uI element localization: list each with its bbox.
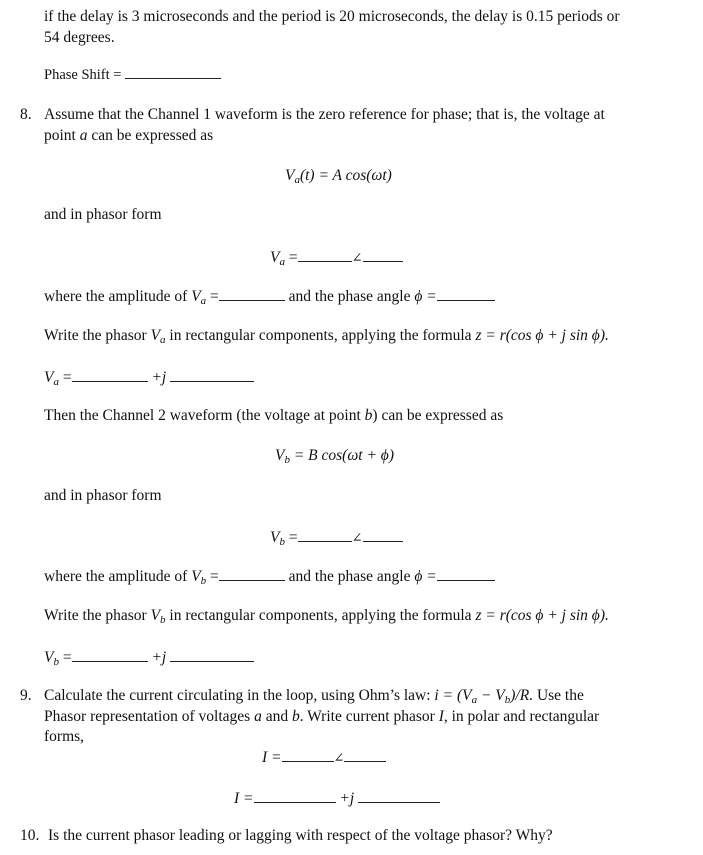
q9-line-2-prefix: Phasor representation of voltages [44,708,255,725]
vb-real-blank[interactable] [72,647,148,662]
i-angle-blank[interactable] [344,747,386,762]
va-phase-angle-text: and the phase angle [288,288,415,305]
intro-line-1: if the delay is 3 microseconds and the period is 20 microseconds, the delay is 0.15 periods or [44,8,620,25]
vb-rect-formula: z = r(cos ϕ + j sin ϕ). [475,607,609,624]
q9-line-2-suffix: . Write current phasor [299,708,439,725]
q9-var-a: a [254,708,262,725]
va-amplitude-row [44,286,495,311]
q8-line-1: Assume that the Channel 1 waveform is the zero reference for phase; that is, the voltage at [44,106,605,123]
q8-number: 8. [20,106,32,123]
q9-var-b: b [291,708,300,725]
phase-shift-blank[interactable] [125,64,221,79]
q9-ohm-mid: − V [477,687,505,704]
va-phi-eq: ϕ = [414,288,437,305]
q9-line-1-prefix: Calculate the current circulating in the loop, using Ohm’s law: [44,687,435,704]
i-plus-j: +j [339,790,355,807]
va-equation [285,166,392,190]
va-rect-row [44,367,254,392]
vb-angle-blank[interactable] [363,527,403,542]
vb-phase-angle-text: and the phase angle [288,568,415,585]
va-angle-symbol: ∠ [351,250,363,265]
q9-ohm-end: )/R. [510,687,534,704]
va-amp-sub: a [200,295,207,307]
va-real-blank[interactable] [72,367,148,382]
va-phasor-sub: a [279,256,285,268]
va-rect-lhs-sub: a [53,376,59,388]
ch2-line [44,406,503,426]
q9-line-1-suffix: Use the [533,687,584,704]
va-magnitude-blank[interactable] [298,247,352,262]
vb-phi-eq: ϕ = [414,568,437,585]
va-phasor-row [270,247,403,272]
va-rect-v: V [150,327,161,344]
va-plus-j: +j [151,369,167,386]
i-polar-row [262,747,386,768]
vb-angle-symbol: ∠ [351,530,363,545]
i-real-blank[interactable] [254,788,336,803]
q9-line-2 [44,707,599,727]
vb-amp-eq: = [206,568,219,585]
q9-line-3: forms, [44,728,85,745]
vb-amp-v: V [191,568,201,585]
vb-phase-angle-blank[interactable] [437,566,495,581]
va-amplitude-blank[interactable] [219,286,285,301]
q8-phasor-form-2: and in phasor form [44,487,162,504]
vb-eq-rhs: = B cos(ωt + ϕ) [289,447,394,464]
vb-amplitude-blank[interactable] [219,566,285,581]
phase-shift-row [44,64,221,85]
i-angle-symbol: ∠ [333,750,345,765]
va-eq-v: V [285,167,295,184]
vb-phasor-row [270,527,403,552]
i-rect-lhs: I = [234,790,254,807]
vb-phasor-eq: = [284,529,298,546]
vb-phasor-sub: b [279,536,285,548]
va-phasor-eq: = [284,249,298,266]
va-amp-prefix: where the amplitude of [44,288,192,305]
q10-text: Is the current phasor leading or lagging with respect of the voltage phasor? Why? [48,827,553,844]
q9-line-2-end: , in polar and rectangular [443,708,600,725]
va-rect-eq: = [58,369,72,386]
q8-phasor-form: and in phasor form [44,206,162,223]
vb-amp-prefix: where the amplitude of [44,568,192,585]
vb-rect-instruction [44,606,609,630]
va-rect-instruction [44,326,609,350]
vb-amp-sub: b [200,575,207,587]
vb-rect-lhs-sub: b [53,656,59,668]
q9-number: 9. [20,687,32,704]
ch2-prefix: Then the Channel 2 waveform (the voltage at point [44,407,365,424]
va-eq-sub: a [294,174,300,186]
va-eq-rhs: (t) = A cos(ωt) [299,167,392,184]
q8-line-2-prefix: point [44,127,80,144]
vb-amplitude-row [44,566,495,591]
va-rect-sub: a [160,334,166,346]
q8-var-a: a [79,127,88,144]
vb-rect-prefix: Write the phasor [44,607,151,624]
va-amp-eq: = [206,288,219,305]
vb-eq-sub: b [284,454,290,466]
q9-ohm-start: i = (V [434,687,472,704]
vb-rect-v: V [150,607,161,624]
vb-rect-row [44,647,254,672]
vb-rect-lhs-v: V [44,649,54,666]
vb-imag-blank[interactable] [170,647,254,662]
va-phasor-v: V [270,249,280,266]
ch2-suffix: ) can be expressed as [372,407,504,424]
q9-ohm-sub-b: b [504,694,511,706]
vb-rect-suffix: in rectangular components, applying the formula [165,607,476,624]
q8-line-2-suffix: can be expressed as [87,127,214,144]
vb-equation [275,446,394,470]
va-amp-v: V [191,288,201,305]
q9-ohm-sub-a: a [471,694,478,706]
intro-line-2: 54 degrees. [44,29,115,46]
vb-eq-v: V [275,447,285,464]
va-rect-formula: z = r(cos ϕ + j sin ϕ). [475,327,609,344]
vb-magnitude-blank[interactable] [298,527,352,542]
q10-number: 10. [20,827,40,844]
vb-rect-sub: b [160,614,166,626]
va-rect-suffix: in rectangular components, applying the formula [165,327,476,344]
i-rect-row [234,788,440,809]
vb-phasor-v: V [270,529,280,546]
q9-and: and [261,708,292,725]
va-imag-blank[interactable] [170,367,254,382]
i-magnitude-blank[interactable] [282,747,334,762]
i-imag-blank[interactable] [358,788,440,803]
va-rect-prefix: Write the phasor [44,327,151,344]
vb-rect-eq: = [58,649,72,666]
phase-shift-label: Phase Shift = [44,67,122,83]
ch2-var-b: b [364,407,373,424]
va-angle-blank[interactable] [363,247,403,262]
vb-plus-j: +j [151,649,167,666]
q9-var-i: I [438,708,444,725]
va-rect-lhs-v: V [44,369,54,386]
q8-line-2 [44,126,213,146]
i-polar-lhs: I = [262,749,282,766]
va-phase-angle-blank[interactable] [437,286,495,301]
